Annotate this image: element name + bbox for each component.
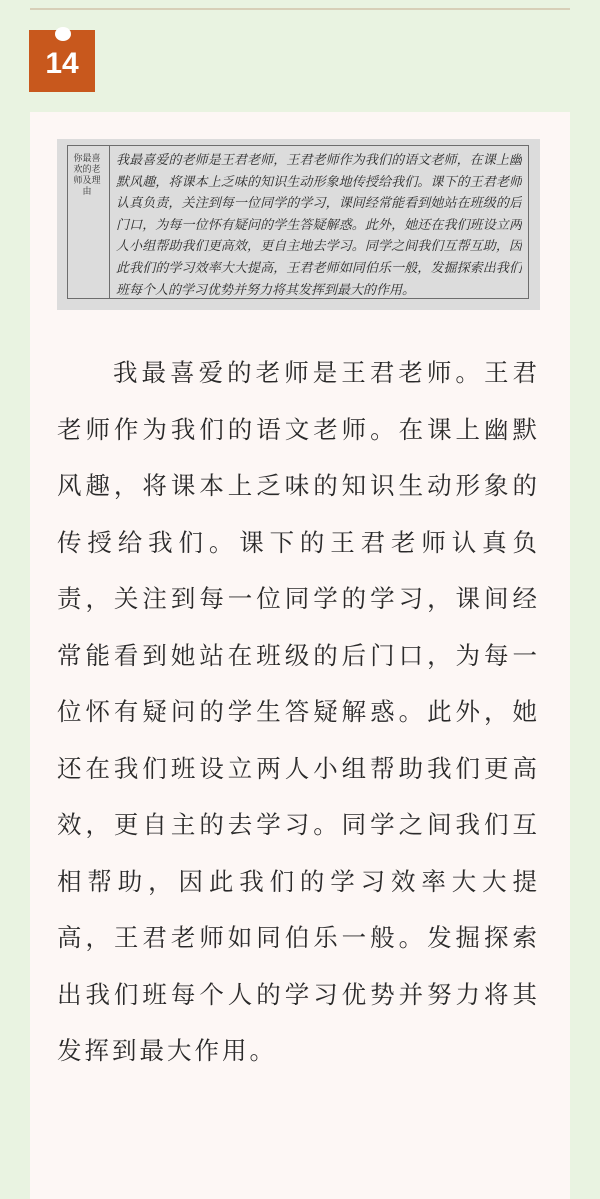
top-divider (30, 8, 570, 10)
handwritten-answer-image (57, 139, 540, 310)
badge-dot (55, 27, 71, 41)
badge-number: 14 (45, 47, 79, 80)
essay-text: 我最喜爱的老师是王君老师。王君老师作为我们的语文老师。在课上幽默风趣，将课本上乏味的知识生动形象的传授给我们。课下的王君老师认真负责，关注到每一位同学的学习，课间经常能看到她站在班级的后门口，为每一位怀有疑问的学生答疑解惑。此外，她还在我们班设立两人小组帮助我们更高效，更自主的去学习。同学之间我们互相帮助，因此我们的学习效率大大提高，王君老师如同伯乐一般。发掘探索出我们班每个人的学习优势并努力将其发挥到最大作用。 (57, 358, 540, 1065)
answer-box-divider (109, 146, 110, 298)
answer-box (67, 145, 529, 299)
question-label: 你最喜欢的老师及理由 (73, 154, 101, 197)
handwritten-text: 我最喜爱的老师是王君老师，王君老师作为我们的语文老师，在课上幽默风趣，将课本上乏味的知识生动形象地传授给我们。课下的王君老师认真负责，关注到每一位同学的学习，课间经常能看到她站在班级的后门口，为每一位怀有疑问的学生答疑解惑。此外，她还在我们班设立两人小组帮助我们更高效，更自主地去学习。同学之间我们互帮互助，因此我们的学习效率大大提高，王君老师如同伯乐一般，发掘探索出我们班每个人的学习优势并努力将其发挥到最大的作用。 (116, 153, 522, 296)
